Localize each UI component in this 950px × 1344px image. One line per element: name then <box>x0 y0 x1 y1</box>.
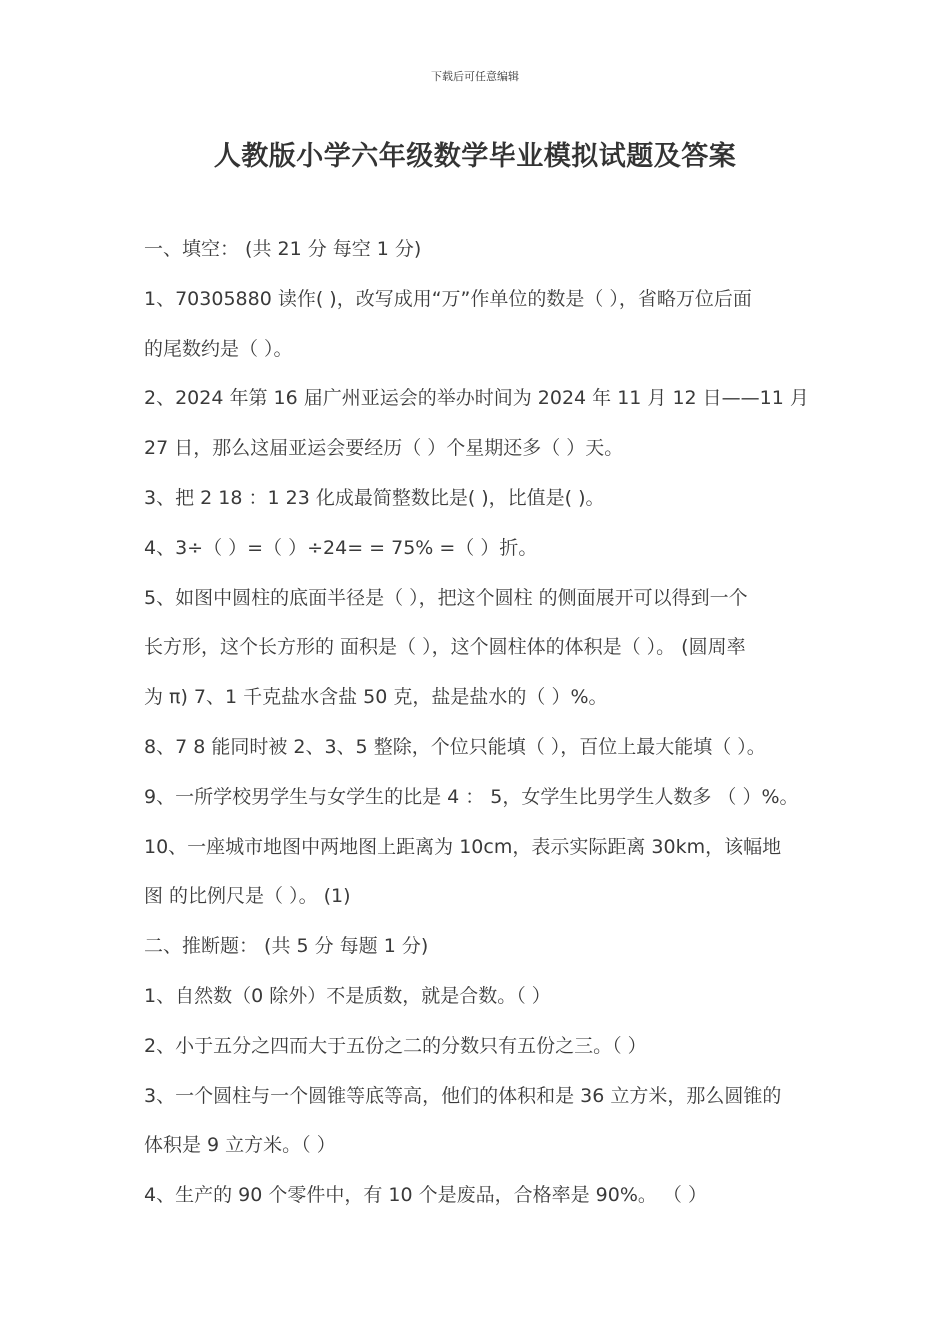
question-line: 体积是 9 立方米。（ ） <box>144 1134 336 1157</box>
question-line: 长方形，这个长方形的 面积是（ ），这个圆柱体的体积是（ ）。 (圆周率 <box>144 636 746 659</box>
question-line: 5、如图中圆柱的底面半径是（ ），把这个圆柱 的侧面展开可以得到一个 <box>144 586 748 609</box>
question-line: 8、7 8 能同时被 2、3、5 整除，个位只能填（ ），百位上最大能填（ ）。 <box>144 735 766 758</box>
question-line: 4、3÷（ ）=（ ）÷24= = 75% =（ ）折。 <box>144 536 538 559</box>
question-line: 3、把 2 18 ：1 23 化成最简整数比是( )，比值是( )。 <box>144 486 605 509</box>
question-line: 27 日，那么这届亚运会要经历（ ）个星期还多（ ）天。 <box>144 437 624 460</box>
question-line: 9、一所学校男学生与女学生的比是 4 ： 5，女学生比男学生人数多 （ ）%。 <box>144 785 799 808</box>
question-line: 2、小于五分之四而大于五份之二的分数只有五份之三。（ ） <box>144 1034 647 1057</box>
header-note: 下载后可任意编辑 <box>431 70 519 83</box>
question-line: 2、2024 年第 16 届广州亚运会的举办时间为 2024 年 11 月 12 日——11 月 <box>144 387 809 410</box>
section-heading-fill-in: 一、填空： (共 21 分 每空 1 分) <box>144 238 422 260</box>
question-line: 图 的比例尺是（ ）。 (1) <box>144 885 351 908</box>
question-line: 4、生产的 90 个零件中，有 10 个是废品，合格率是 90%。 （ ） <box>144 1184 707 1207</box>
question-line: 1、自然数（0 除外）不是质数，就是合数。（ ） <box>144 984 551 1007</box>
question-line: 3、一个圆柱与一个圆锥等底等高，他们的体积和是 36 立方米，那么圆锥的 <box>144 1084 782 1107</box>
question-line: 1、70305880 读作( )，改写成用“万”作单位的数是（ ），省略万位后面 <box>144 287 752 310</box>
question-line: 为 π) 7、1 千克盐水含盐 50 克，盐是盐水的（ ）%。 <box>144 686 608 709</box>
section-heading-judgement: 二、推断题： (共 5 分 每题 1 分) <box>144 935 429 958</box>
document-title: 人教版小学六年级数学毕业模拟试题及答案 <box>213 141 737 172</box>
question-line: 的尾数约是（ ）。 <box>144 337 293 360</box>
question-line: 10、一座城市地图中两地图上距离为 10cm，表示实际距离 30km，该幅地 <box>144 835 782 858</box>
document-body <box>144 231 824 1227</box>
